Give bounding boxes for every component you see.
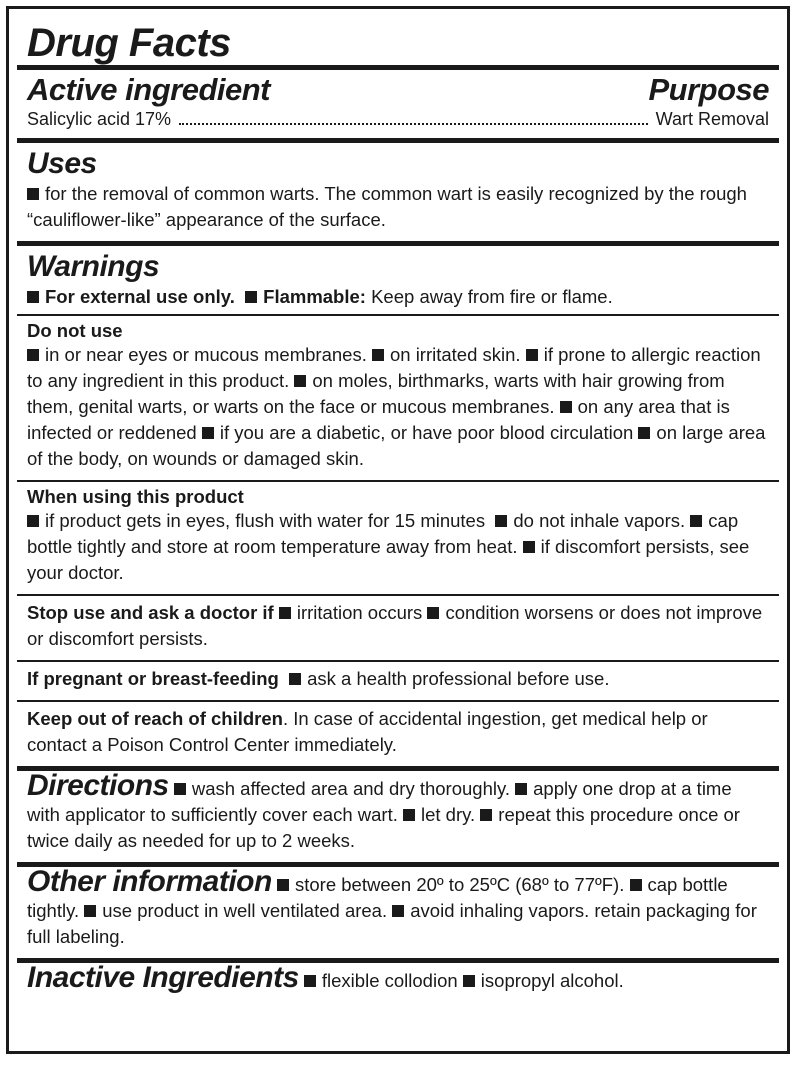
do-not-use-heading: Do not use xyxy=(27,320,123,341)
bullet-square-icon xyxy=(403,809,415,821)
divider xyxy=(17,138,779,143)
keep-out-text: Keep out of reach of children. In case of accidental ingestion, get medical help or contact a Poison Control Center immediately. xyxy=(27,708,708,755)
inactive-section xyxy=(27,963,769,1002)
uses-text: for the removal of common warts. The common wart is easily recognized by the rough “cauliflower-like” appearance of the surface. xyxy=(27,183,747,230)
bullet-square-icon xyxy=(84,905,96,917)
stop-use-section xyxy=(27,596,769,660)
bullet-square-icon xyxy=(392,905,404,917)
bullet-square-icon xyxy=(690,515,702,527)
active-ingredient-heading: Active ingredient xyxy=(27,72,270,107)
inactive-text: Inactive Ingredients flexible collodion isopropyl alcohol. xyxy=(27,961,624,994)
directions-text: Directions wash affected area and dry thoroughly. apply one drop at a time with applicator to sufficiently cover each wart. let dry. repeat this procedure once or twice daily as needed for up to 2 weeks. xyxy=(27,769,740,851)
bullet-square-icon xyxy=(638,427,650,439)
bullet-square-icon xyxy=(27,349,39,361)
bullet-square-icon xyxy=(560,401,572,413)
other-info-heading: Other information xyxy=(27,865,272,898)
bullet-square-icon xyxy=(630,879,642,891)
pregnant-text: If pregnant or breast-feeding ask a health professional before use. xyxy=(27,668,610,689)
directions-heading: Directions xyxy=(27,769,169,802)
bullet-square-icon xyxy=(174,783,186,795)
when-using-heading: When using this product xyxy=(27,486,244,507)
bullet-square-icon xyxy=(245,291,257,303)
bullet-square-icon xyxy=(289,673,301,685)
bullet-square-icon xyxy=(463,975,475,987)
warnings-heading: Warnings xyxy=(27,250,160,283)
divider xyxy=(17,241,779,246)
bullet-square-icon xyxy=(372,349,384,361)
bullet-square-icon xyxy=(523,541,535,553)
drug-facts-panel xyxy=(6,6,790,1054)
page-title: Drug Facts xyxy=(27,21,231,65)
bullet-square-icon xyxy=(480,809,492,821)
purpose-heading: Purpose xyxy=(648,72,769,107)
divider xyxy=(17,65,779,70)
bullet-square-icon xyxy=(515,783,527,795)
other-info-text: Other information store between 20º to 25ºC (68º to 77ºF). cap bottle tightly. use product in well ventilated area. avoid inhaling vapors. retain packaging for full labeling. xyxy=(27,865,757,947)
active-ingredient-header xyxy=(27,72,769,108)
bullet-square-icon xyxy=(27,291,39,303)
bullet-square-icon xyxy=(427,607,439,619)
bullet-square-icon xyxy=(27,188,39,200)
ingredient-name: Salicylic acid 17% xyxy=(27,109,172,129)
active-ingredient-line xyxy=(27,108,769,130)
bullet-square-icon xyxy=(279,607,291,619)
warnings-external: For external use only. Flammable: Keep away from fire or flame. xyxy=(27,284,769,310)
directions-section xyxy=(27,771,769,862)
bullet-square-icon xyxy=(27,515,39,527)
other-info-section xyxy=(27,867,769,958)
bullet-square-icon xyxy=(526,349,538,361)
do-not-use-text: in or near eyes or mucous membranes. on irritated skin. if prone to allergic reaction to any ingredient in this product. on moles, birthmarks, warts with hair growing from them, genital warts, or warts on the face or mucous membranes. on any area that is infected or reddened if you are a diabetic, or have poor blood circulation on large area of the body, on wounds or damaged skin. xyxy=(27,344,766,469)
do-not-use-section xyxy=(27,316,769,480)
keep-out-section xyxy=(27,702,769,766)
when-using-section xyxy=(27,482,769,594)
warnings-section xyxy=(27,250,769,314)
pregnant-section xyxy=(27,662,769,700)
when-using-text: if product gets in eyes, flush with water for 15 minutes do not inhale vapors. cap bottle tightly and store at room temperature away from heat. if discomfort persists, see your doctor. xyxy=(27,510,750,583)
bullet-square-icon xyxy=(495,515,507,527)
dot-leader xyxy=(179,123,648,125)
bullet-square-icon xyxy=(202,427,214,439)
ingredient-purpose: Wart Removal xyxy=(655,109,769,129)
uses-section xyxy=(27,147,769,241)
uses-heading: Uses xyxy=(27,147,97,180)
inactive-heading: Inactive Ingredients xyxy=(27,961,299,994)
bullet-square-icon xyxy=(277,879,289,891)
bullet-square-icon xyxy=(294,375,306,387)
bullet-square-icon xyxy=(304,975,316,987)
stop-use-text: Stop use and ask a doctor if irritation occurs condition worsens or does not improve or discomfort persists. xyxy=(27,602,763,649)
